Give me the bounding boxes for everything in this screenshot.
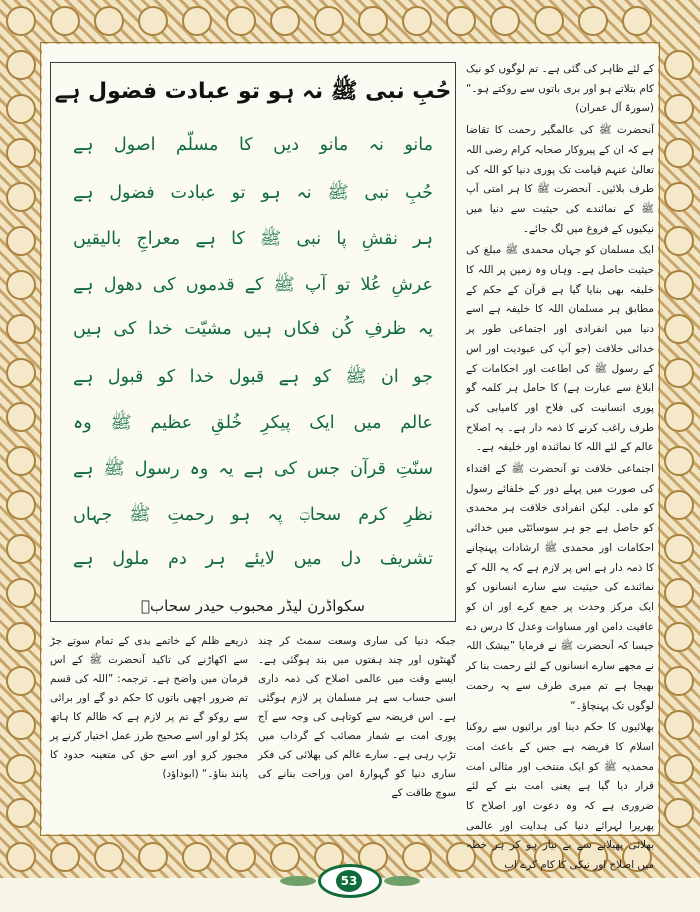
medallion-icon <box>6 358 36 388</box>
medallion-icon <box>664 182 694 212</box>
medallion-icon <box>182 842 212 872</box>
bottom-middle-column <box>258 632 456 812</box>
leaf-icon <box>384 876 420 886</box>
footer-logo <box>280 862 420 902</box>
medallion-icon <box>664 138 694 168</box>
medallion-icon <box>664 270 694 300</box>
bottom-left-column <box>50 632 248 812</box>
poem-line: نظرِ کرم سحابؔ پہ ہو رحمتِ ﷺ جہاں <box>73 505 433 525</box>
medallion-icon <box>6 578 36 608</box>
medallion-icon <box>6 270 36 300</box>
medallion-icon <box>534 6 564 36</box>
medallion-icon <box>402 6 432 36</box>
medallion-icon <box>182 6 212 36</box>
right-article-column <box>466 60 654 872</box>
poem-line: یہ ظرفِ کُن فکاں ہیں مشیّت خدا کی ہیں <box>73 319 433 339</box>
poem-line: مانو نہ مانو دیں کا مسلّم اصول ہے <box>73 135 433 155</box>
medallion-icon <box>664 402 694 432</box>
poem-line: ہر نقشِ پا نبی ﷺ کا ہے معراجِ بالیقیں <box>73 229 433 249</box>
medallion-icon <box>138 6 168 36</box>
medallion-icon <box>270 6 300 36</box>
poem-line: حُبِ نبی ﷺ نہ ہو تو عبادت فضول ہے <box>73 183 433 203</box>
medallion-icon <box>664 666 694 696</box>
medallion-icon <box>226 6 256 36</box>
medallion-icon <box>446 6 476 36</box>
medallion-icon <box>94 842 124 872</box>
medallion-icon <box>358 6 388 36</box>
medallion-icon <box>6 842 36 872</box>
medallion-icon <box>6 50 36 80</box>
poem-title: حُبِ نبی ﷺ نہ ہو تو عبادت فضول ہے <box>54 79 452 104</box>
medallion-icon <box>578 6 608 36</box>
poem-line: تشریف دل میں لایئے ہر دم ملول ہے <box>73 549 433 569</box>
medallion-icon <box>94 6 124 36</box>
medallion-icon <box>664 446 694 476</box>
medallion-icon <box>664 534 694 564</box>
medallion-icon <box>664 710 694 740</box>
medallion-icon <box>490 6 520 36</box>
medallion-icon <box>6 138 36 168</box>
medallion-icon <box>6 446 36 476</box>
medallion-icon <box>664 50 694 80</box>
medallion-icon <box>6 534 36 564</box>
medallion-icon <box>664 226 694 256</box>
medallion-icon <box>6 666 36 696</box>
medallion-icon <box>6 710 36 740</box>
medallion-icon <box>50 842 80 872</box>
paragraph: ایک مسلمان کو جہاں محمدی ﷺ مبلغ کی حیثیت حاصل ہے۔ وہاں وہ زمین پر اللہ کا خلیفہ بھی بنایا گیا ہے قرآن کے حکم کے مطابق ہر مسلمان اللہ کا خلیفہ ہے اسے دنیا میں انفرادی اور اجتماعی طور پر خدائی خلافت (جو آپ کی عبودیت اور اس کے رسول ﷺ کی اطاعت اور احکامات کے ابلاغ سے عبارت ہے) کا حامل ہر کلمہ گو پوری انسانیت کی فلاح اور کامیابی کی طرف راغب کرنے کا ذمہ دار ہے۔ یہ اصلاح عالم کے لئے اللہ کا نمائندہ اور خلیفہ ہے۔ <box>466 244 654 454</box>
medallion-icon <box>664 622 694 652</box>
leaf-icon <box>280 876 316 886</box>
medallion-icon <box>6 6 36 36</box>
poet-name: سکواڈرن لیڈر محبوب حیدر سحابؔ <box>141 597 365 615</box>
medallion-icon <box>664 358 694 388</box>
paragraph: ذریعے ظلم کے خاتمے بدی کے تمام سوتے جڑ سے اکھاڑنے کی تاکید آنحضرت ﷺ کے اس فرمان میں واضح ہے۔ ترجمہ: ”اللہ کی قسم تم ضرور اچھی باتوں کا حکم دو گے اور برائی سے روکو گے تم پر لازم ہے کہ ظالم کا ہاتھ پکڑ لو اور اسے صحیح طرز عمل اختیار کرنے پر مجبور کرو اور اسے حق کی متعینہ حدود کا پابند بناؤ۔“ (ابوداؤد) <box>50 635 248 780</box>
medallion-icon <box>6 226 36 256</box>
poem-line: جو ان ﷺ کو ہے قبول خدا کو قبول ہے <box>73 367 433 387</box>
poem-line: عرشِ عُلا تو آپ ﷺ کے قدموں کی دھول ہے <box>73 275 433 295</box>
medallion-icon <box>6 314 36 344</box>
paragraph: اجتماعی خلافت تو آنحضرت ﷺ کے اقتداء کی صورت میں پہلے دور کے خلفائے رسول کو ملی۔ لیکن انفرادی خلافت ہر محمدی کو حاصل ہے جو ہر سوسائٹی میں خدائی احکامات اور محمدی ﷺ ارشادات پہنچانے کا ذمہ دار ہے اس پر لازم ہے کہ یہ اللہ کے نمائندے کی حیثیت سے سارے انسانوں کو ایک مرکز وحدت پر جمع کرے اور ان کو عافیت دامن اور مساوات وعدل کا درس دے جیسا کہ آنحضرت ﷺ نے فرمایا ”بیشک اللہ نے مجھے سارے انسانوں کے لئے رحمت بنا کر بھیجا ہے تم میری طرف سے یہ رحمت لوگوں تک پہنچاؤ۔“ <box>466 463 654 712</box>
paragraph: جبکہ دنیا کی ساری وسعت سمٹ کر چند گھنٹوں اور چند ہفتوں میں بند ہوگئی ہے۔ ایسے وقت میں عالمی اصلاح کی ذمہ داری اسی حساب سے ہر مسلمان پر لازم ہوگئی ہے۔ اس فریضہ سے کوتاہی کی وجہ سے آج پوری امت بے شمار مصائب کے گرداب میں تڑپ رہی ہے۔ سارے عالم کی بھلائی کی فکر ساری دنیا کو گہوارۂ امن وراحت بنانے کی سوچ طاقت کے <box>258 635 456 799</box>
medallion-icon <box>664 578 694 608</box>
medallion-icon <box>664 314 694 344</box>
medallion-icon <box>6 754 36 784</box>
medallion-icon <box>6 798 36 828</box>
paragraph: کے لئے ظاہر کی گئی ہے۔ تم لوگوں کو نیک کام بتلاتے ہو اور بری باتوں سے روکتے ہو۔“ (سورۃ آل عمران) <box>466 63 654 115</box>
paragraph: آنحضرت ﷺ کی عالمگیر رحمت کا تقاضا ہے کہ ان کے پیروکار صحابہ کرام رضی اللہ تعالیٰ عنہم قیامت تک پوری دنیا کو اللہ کی طرف بلائیں۔ آنحضرت ﷺ کا ہر امتی آپ ﷺ کے نمائندے کی حیثیت سے دنیا میں نیکیوں کے فروغ میں لگ جائے۔ <box>466 124 654 235</box>
medallion-icon <box>664 798 694 828</box>
medallion-icon <box>314 6 344 36</box>
paragraph: بھلائیوں کا حکم دینا اور برائیوں سے روکنا اسلام کا فریضہ ہے جس کے باعث امت محمدیہ ﷺ کو ایک منتخب اور مثالی امت قرار دیا گیا ہے یعنی امت بنے کے لئے ضروری ہے کہ وہ دعوت اور اصلاح کا پھریرا لہرائے دنیا کی ہدایت اور عالمی بھلائی پھیلانے سے بے نیاز ہو کر ہر خطہ میں اصلاح اور نیکی کا کام کرے اب <box>466 721 654 872</box>
medallion-icon <box>226 842 256 872</box>
medallion-icon <box>6 490 36 520</box>
medallion-icon <box>138 842 168 872</box>
poem-box <box>50 62 456 622</box>
medallion-icon <box>6 622 36 652</box>
poem-line: سنّتِ قرآن جس کی ہے یہ وہ رسول ﷺ ہے <box>73 459 433 479</box>
medallion-icon <box>664 754 694 784</box>
medallion-icon <box>664 94 694 124</box>
medallion-icon <box>664 490 694 520</box>
medallion-icon <box>6 182 36 212</box>
poem-line: عالم میں ایک پیکرِ خُلقِ عظیم ﷺ وہ <box>73 413 433 433</box>
medallion-icon <box>6 402 36 432</box>
medallion-icon <box>50 6 80 36</box>
medallion-icon <box>622 6 652 36</box>
page-number: 53 <box>336 870 362 892</box>
medallion-icon <box>6 94 36 124</box>
